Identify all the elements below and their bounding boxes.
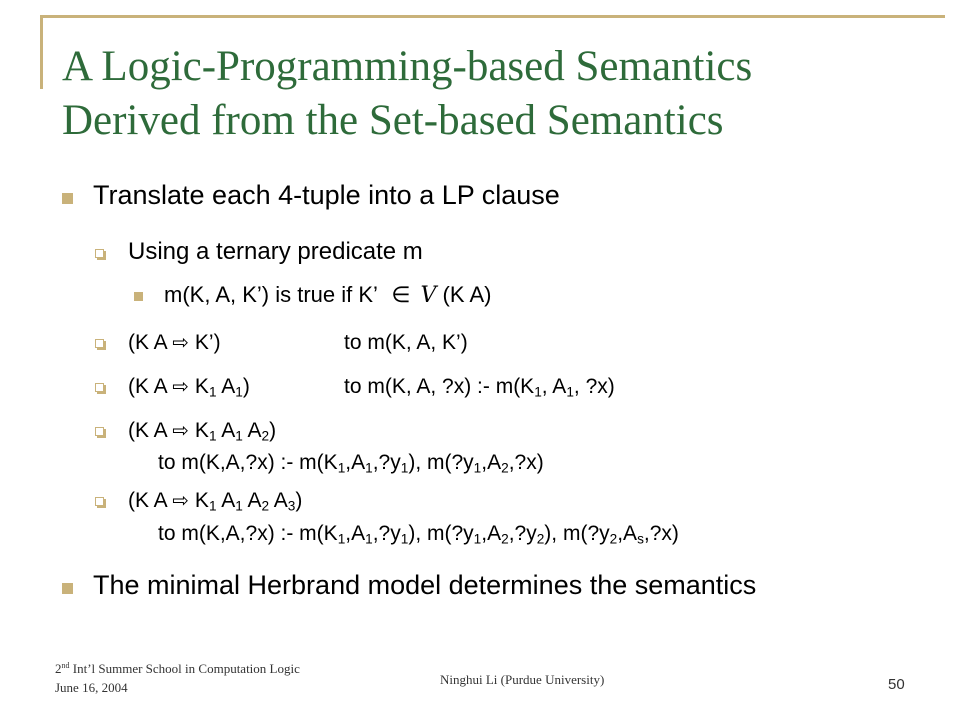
subscript: 1: [365, 531, 373, 547]
rule-2-right-b: , A: [541, 375, 567, 398]
subscript: 1: [208, 428, 217, 444]
subscript: 1: [566, 384, 574, 400]
rule-3-body-d: ), m(?y: [408, 451, 474, 474]
rule-3-body-f: ,?x): [508, 451, 544, 474]
rule-4-body-a: to m(K,A,?x) :- m(K: [158, 522, 338, 545]
rule-4-body-f: ,?y: [508, 522, 537, 545]
title-line-2: Derived from the Set-based Semantics: [62, 97, 724, 144]
subscript: 1: [235, 428, 243, 444]
subscript: 1: [400, 531, 409, 547]
subscript: 1: [365, 460, 373, 476]
arrow-icon: ⇨: [172, 374, 190, 398]
subscript: 1: [473, 531, 482, 547]
rule-3-body-e: ,A: [481, 451, 502, 474]
rule-4-body: [158, 522, 679, 546]
rule-3-body: [158, 451, 544, 475]
rule-4-head: (K A: [128, 489, 167, 512]
bullet-translate: Translate each 4-tuple into a LP clause: [93, 180, 560, 210]
slide-title: [62, 40, 942, 148]
arrow-icon: ⇨: [172, 330, 190, 354]
rule-1-left-end: K’): [189, 331, 221, 354]
element-of-symbol: ∈: [391, 282, 411, 307]
footer-school: [55, 661, 300, 677]
subscript: 1: [235, 384, 243, 400]
hollow-square-bullet-icon: [95, 497, 104, 506]
rule-4-a3: A: [269, 489, 288, 512]
subscript: 1: [208, 384, 217, 400]
bullet-herbrand: The minimal Herbrand model determines the semantics: [93, 570, 757, 600]
subscript: 1: [400, 460, 409, 476]
footer-school-name: Int’l Summer School in Computation Logic: [69, 661, 300, 676]
subscript: 1: [337, 531, 346, 547]
square-bullet-icon: [62, 583, 73, 594]
rule-4-a2: A: [242, 489, 262, 512]
rule-1: [128, 330, 468, 355]
rule-4-body-h: ,A: [617, 522, 638, 545]
footer-ord-suffix: nd: [61, 661, 70, 670]
rule-4-body-g: ), m(?y: [544, 522, 610, 545]
rule-4-body-c: ,?y: [372, 522, 401, 545]
square-bullet-icon: [134, 292, 143, 301]
rule-4-k: K: [189, 489, 209, 512]
frame-horizontal-line: [40, 15, 945, 18]
hollow-square-bullet-icon: [95, 249, 104, 258]
arrow-icon: ⇨: [172, 488, 190, 512]
hollow-square-bullet-icon: [95, 339, 104, 348]
rule-4-a1: A: [216, 489, 236, 512]
subscript: 1: [208, 498, 217, 514]
rule-3-head: (K A: [128, 419, 167, 442]
rule-3-a1: A: [216, 419, 236, 442]
rule-2-a: A: [216, 375, 236, 398]
subscript: 3: [287, 498, 296, 514]
rule-4-body-b: ,A: [345, 522, 366, 545]
subscript: 1: [235, 498, 243, 514]
rule-4-body-i: ,?x): [643, 522, 679, 545]
rule-4-body-e: ,A: [481, 522, 502, 545]
bullet-m-true: [164, 282, 491, 308]
bullet-ternary: Using a ternary predicate m: [128, 238, 423, 265]
hollow-square-bullet-icon: [95, 427, 104, 436]
rule-1-left: (K A: [128, 331, 167, 354]
rule-4-close: ): [295, 489, 303, 512]
m-true-text: m(K, A, K’) is true if K’: [164, 282, 378, 307]
subscript: 2: [501, 531, 509, 547]
subscript: 2: [261, 498, 270, 514]
title-line-1: A Logic-Programming-based Semantics: [62, 43, 753, 90]
subscript: 1: [473, 460, 482, 476]
v-symbol: V: [420, 283, 437, 308]
arrow-icon: ⇨: [172, 418, 190, 442]
square-bullet-icon: [62, 193, 73, 204]
footer-ord-num: 2: [55, 661, 62, 676]
hollow-square-bullet-icon: [95, 383, 104, 392]
rule-4: [128, 488, 302, 513]
page-number: 50: [888, 676, 905, 693]
rule-3-a2: A: [242, 419, 262, 442]
rule-2-k: K: [189, 375, 209, 398]
rule-3: [128, 418, 276, 443]
subscript: 2: [261, 428, 270, 444]
rule-4-body-d: ), m(?y: [408, 522, 474, 545]
subscript: 1: [337, 460, 346, 476]
rule-3-body-b: ,A: [345, 451, 366, 474]
subscript: 2: [536, 531, 545, 547]
rule-1-right: to m(K, A, K’): [344, 331, 468, 354]
subscript: 2: [501, 460, 509, 476]
rule-2-left: (K A: [128, 375, 167, 398]
footer-date: June 16, 2004: [55, 680, 128, 695]
footer-author: Ninghui Li (Purdue University): [440, 672, 605, 687]
subscript: 1: [534, 384, 542, 400]
rule-3-body-c: ,?y: [372, 451, 401, 474]
frame-vertical-line: [40, 15, 43, 89]
rule-2-close: ): [242, 375, 250, 398]
subscript: 2: [609, 531, 618, 547]
rule-2-right-c: , ?x): [573, 375, 615, 398]
subscript: s: [637, 531, 644, 547]
rule-3-close: ): [269, 419, 277, 442]
rule-2: [128, 374, 615, 399]
m-true-post: (K A): [436, 282, 492, 307]
rule-2-right: to m(K, A, ?x) :- m(K: [344, 375, 535, 398]
rule-3-body-a: to m(K,A,?x) :- m(K: [158, 451, 338, 474]
rule-3-k: K: [189, 419, 209, 442]
